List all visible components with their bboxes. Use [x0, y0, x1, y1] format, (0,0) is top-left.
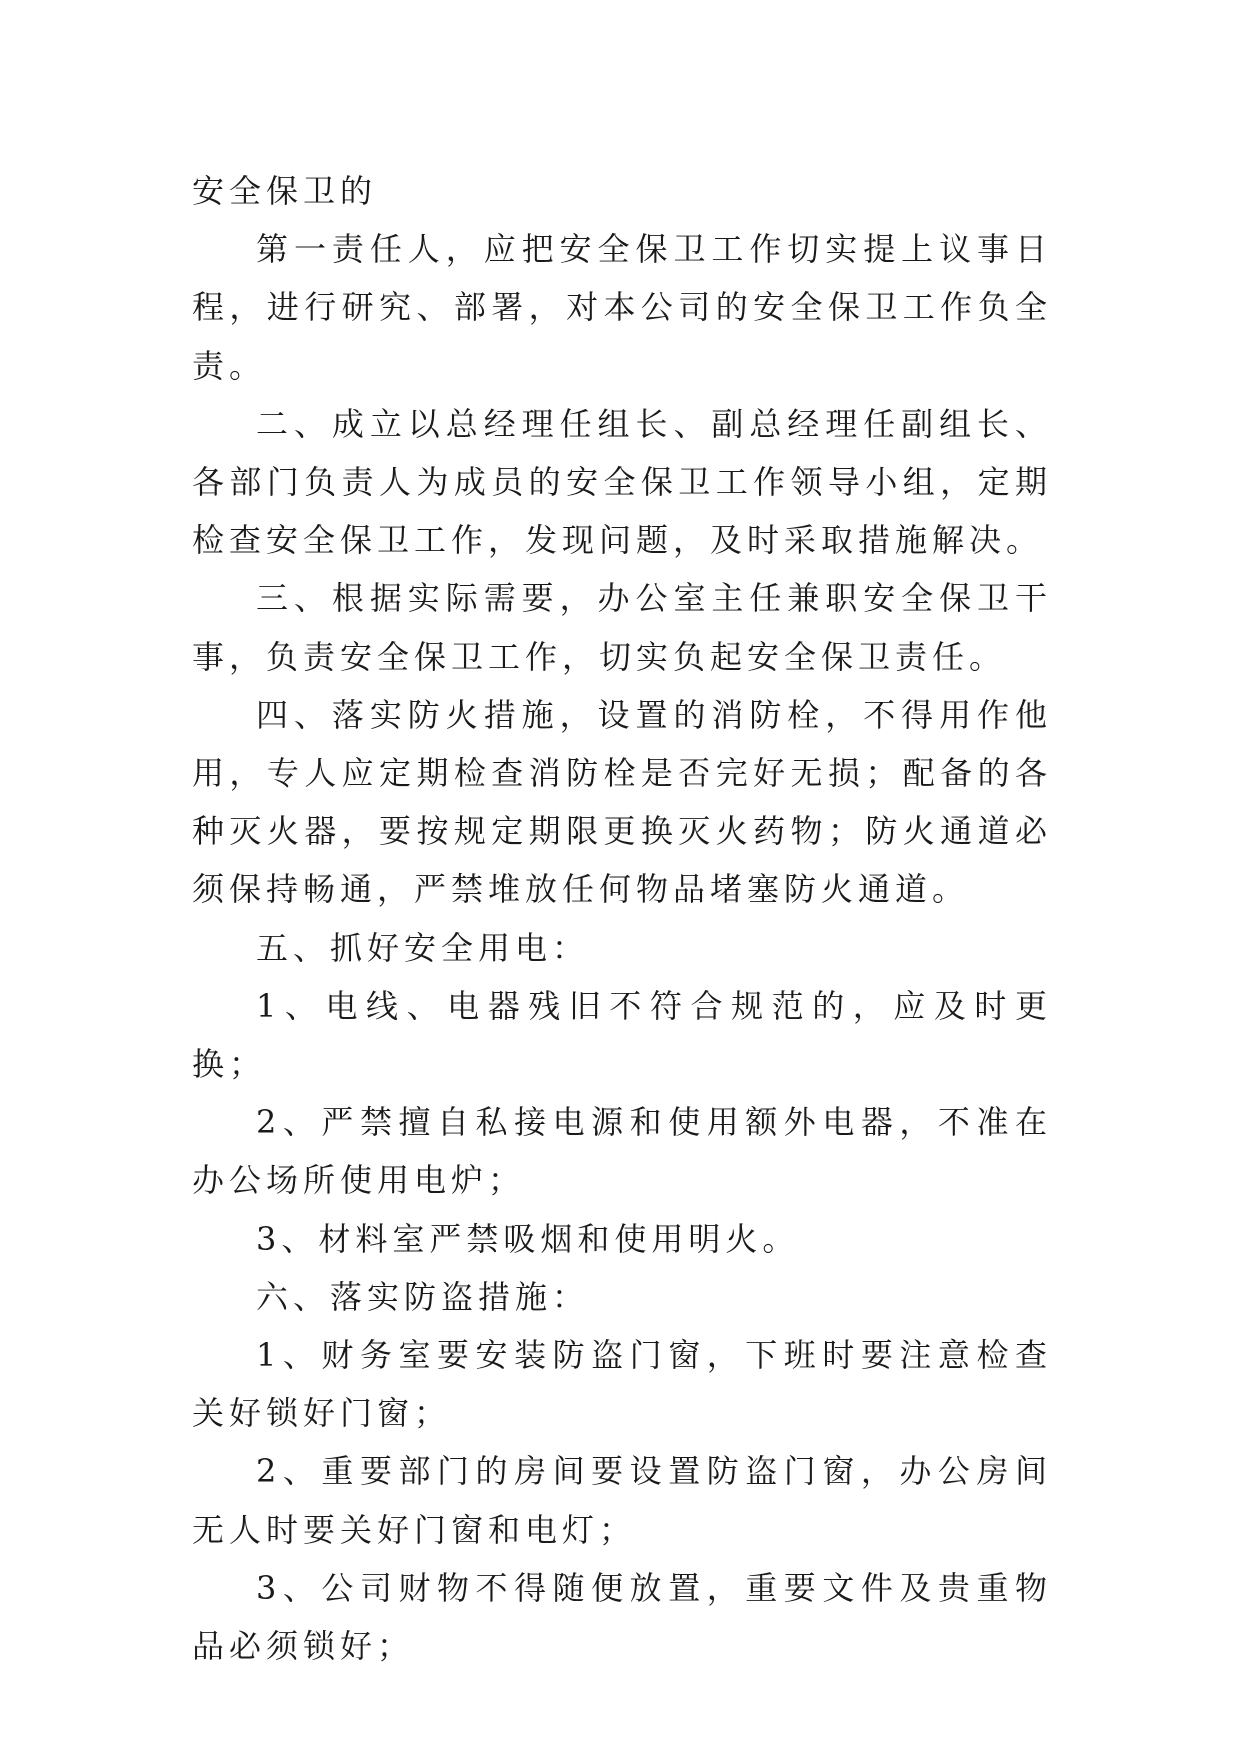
paragraph-1: 第一责任人，应把安全保卫工作切实提上议事日程，进行研究、部署，对本公司的安全保卫工作负全责。 [192, 230, 1052, 385]
paragraph-2: 二、成立以总经理任组长、副总经理任副组长、各部门负责人为成员的安全保卫工作领导小组，定期检查安全保卫工作，发现问题，及时采取措施解决。 [192, 404, 1052, 560]
paragraph-9: 六、落实防盗措施： [256, 1277, 590, 1316]
paragraph-8: 3、材料室严禁吸烟和使用明火。 [256, 1219, 800, 1258]
paragraph-12: 3、公司财物不得随便放置，重要文件及贵重物品必须锁好； [192, 1568, 1052, 1666]
paragraph-0: 安全保卫的 [192, 172, 378, 210]
document-body [192, 162, 1052, 1675]
paragraph-7: 2、严禁擅自私接电源和使用额外电器，不准在办公场所使用电炉； [192, 1103, 1052, 1200]
paragraph-6: 1、电线、电器残旧不符合规范的，应及时更换； [192, 986, 1052, 1084]
paragraph-3: 三、根据实际需要，办公室主任兼职安全保卫干事，负责安全保卫工作，切实负起安全保卫责任。 [192, 579, 1052, 676]
paragraph-5: 五、抓好安全用电： [256, 928, 590, 967]
paragraph-10: 1、财务室要安装防盗门窗，下班时要注意检查关好锁好门窗； [192, 1336, 1052, 1433]
paragraph-4: 四、落实防火措施，设置的消防栓，不得用作他用，专人应定期检查消防栓是否完好无损；配备的各种灭火器，要按规定期限更换灭火药物；防火通道必须保持畅通，严禁堆放任何物品堵塞防火通道。 [192, 695, 1052, 909]
paragraph-11: 2、重要部门的房间要设置防盗门窗，办公房间无人时要关好门窗和电灯； [192, 1452, 1052, 1549]
